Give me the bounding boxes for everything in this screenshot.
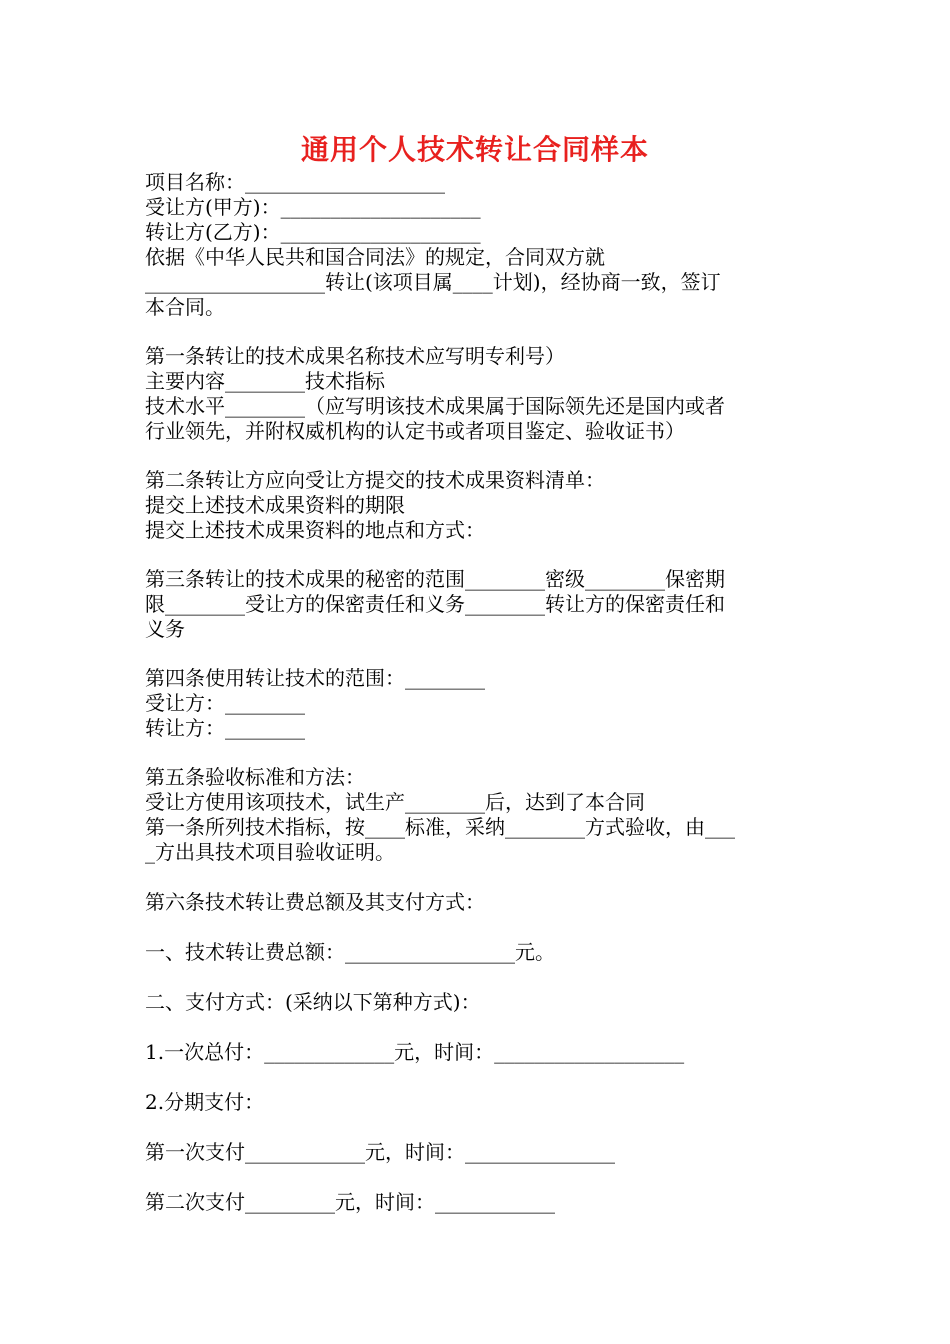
article-6-heading: 第六条技术转让费总额及其支付方式：: [145, 890, 485, 914]
article-4-heading: 第四条使用转让技术的范围：________: [145, 666, 485, 690]
article-4-line-2: 转让方：________: [145, 716, 305, 740]
payment-second-installment: 第二次支付_________元，时间：____________: [145, 1190, 555, 1214]
article-1-line-3: 行业领先，并附权威机构的认定书或者项目鉴定、验收证书）: [145, 419, 685, 443]
article-5-line-1: 受让方使用该项技术，试生产________后，达到了本合同: [145, 790, 645, 814]
article-3-line-1: 第三条转让的技术成果的秘密的范围________密级________保密期: [145, 567, 725, 591]
article-5-heading: 第五条验收标准和方法：: [145, 765, 365, 789]
document-body: [145, 170, 810, 1215]
article-2-heading: 第二条转让方应向受让方提交的技术成果资料清单：: [145, 468, 605, 492]
article-6-total-fee: 一、技术转让费总额：_________________元。: [145, 940, 555, 964]
article-4-line-1: 受让方：________: [145, 691, 305, 715]
article-5-line-2: 第一条所列技术指标，按____标准，采纳________方式验收，由___: [145, 815, 735, 839]
preamble-line-2: __________________转让(该项目属____计划)，经协商一致，签订: [145, 270, 721, 294]
article-1-line-1: 主要内容________技术指标: [145, 369, 385, 393]
article-6-payment-method: 二、支付方式：(采纳以下第种方式)：: [145, 990, 481, 1014]
field-party-a: 受让方(甲方)：____________________: [145, 195, 481, 219]
field-project-name: 项目名称：____________________: [145, 170, 445, 194]
article-5-line-3: _方出具技术项目验收证明。: [145, 840, 395, 864]
article-2-line-2: 提交上述技术成果资料的地点和方式：: [145, 518, 485, 542]
article-1-heading: 第一条转让的技术成果名称技术应写明专利号）: [145, 344, 565, 368]
article-3-line-3: 义务: [145, 617, 185, 641]
payment-lump-sum: 1.一次总付：_____________元，时间：___________________: [145, 1040, 685, 1064]
preamble-line-3: 本合同。: [145, 295, 225, 319]
payment-installments: 2.分期支付：: [145, 1090, 265, 1114]
article-3-line-2: 限________受让方的保密责任和义务________转让方的保密责任和: [145, 592, 725, 616]
preamble-line-1: 依据《中华人民共和国合同法》的规定，合同双方就: [145, 245, 605, 269]
document-title: 通用个人技术转让合同样本: [300, 133, 649, 166]
article-2-line-1: 提交上述技术成果资料的期限: [145, 493, 405, 517]
field-party-b: 转让方(乙方)：____________________: [145, 220, 481, 244]
article-1-line-2: 技术水平________（应写明该技术成果属于国际领先还是国内或者: [145, 394, 725, 418]
payment-first-installment: 第一次支付____________元，时间：_______________: [145, 1140, 615, 1164]
